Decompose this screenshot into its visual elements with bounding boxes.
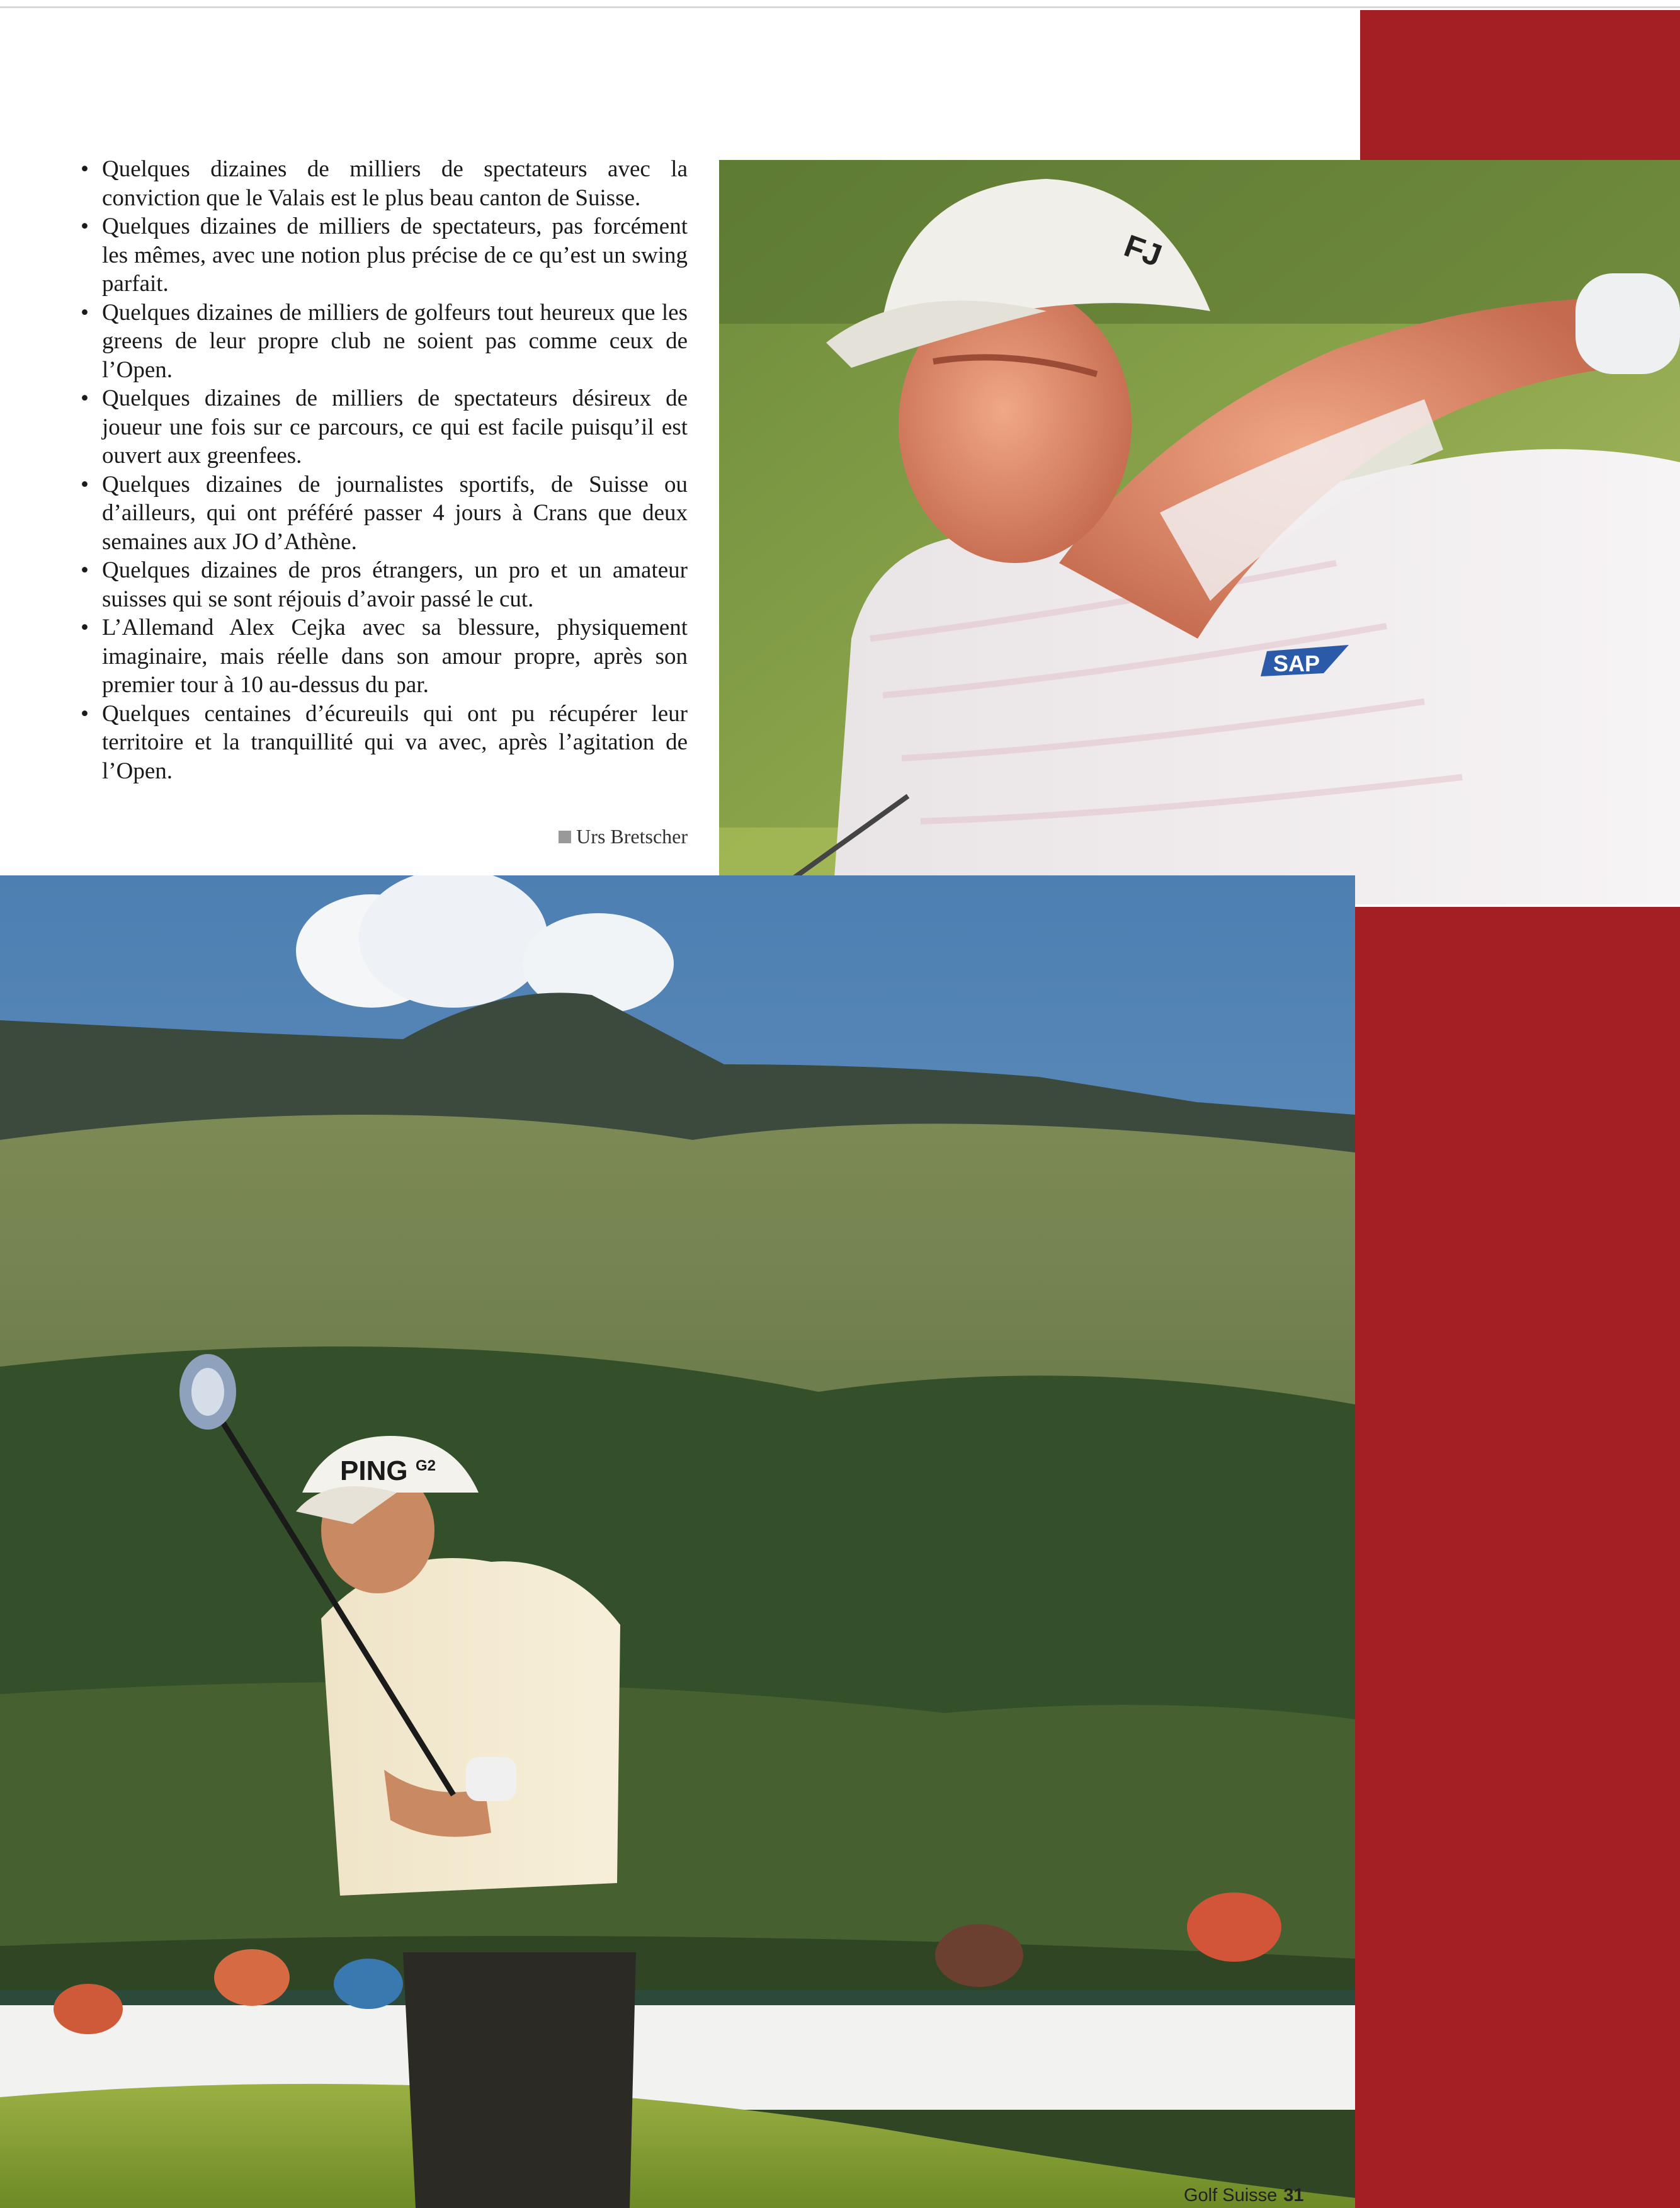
- top-rule: [0, 6, 1680, 8]
- author-name: Urs Bretscher: [576, 825, 688, 848]
- list-item-text: Quelques dizaines de milliers de golfeurs tout heureux que les greens de leur propre club ne soient pas comme ceux de l’Open.: [102, 299, 688, 383]
- list-item-text: Quelques dizaines de journalistes sportifs, de Suisse ou d’ailleurs, qui ont préféré passer 4 jours à Crans que deux semaines aux JO d’Athène.: [102, 471, 688, 555]
- list-item-text: Quelques dizaines de milliers de spectateurs désireux de joueur une fois sur ce parcours, ce qui est facile puisqu’il est ouvert aux greenfees.: [102, 385, 688, 469]
- list-item: [79, 155, 688, 212]
- magazine-name: Golf Suisse: [1184, 2185, 1278, 2205]
- list-item-text: Quelques centaines d’écureuils qui ont pu récupérer leur territoire et la tranquillité qui va avec, après l’agitation de l’Open.: [102, 700, 688, 784]
- page-number: 31: [1283, 2185, 1304, 2205]
- cap-logo: FJ: [1120, 227, 1167, 274]
- list-item: [79, 299, 688, 385]
- author-credit: [543, 825, 688, 848]
- list-item: [79, 212, 688, 299]
- list-item-text: Quelques dizaines de pros étrangers, un pro et un amateur suisses qui se sont réjouis d’avoir passé le cut.: [102, 557, 688, 612]
- red-accent-band-top: [1360, 10, 1680, 160]
- credit-square-icon: [559, 831, 571, 843]
- shirt-logo: SAP: [1273, 651, 1320, 676]
- bullet-symbol: •: [81, 156, 89, 182]
- bullet-list: [79, 155, 688, 785]
- list-item-text: Quelques dizaines de milliers de spectateurs, pas forcément les mêmes, avec une notion plus précise de ce qu’est un swing parfait.: [102, 213, 688, 297]
- page-footer: [1184, 2185, 1304, 2206]
- list-item-text: Quelques dizaines de milliers de spectateurs avec la conviction que le Valais est le plus beau canton de Suisse.: [102, 156, 688, 211]
- bullet-symbol: •: [81, 471, 89, 498]
- list-item: [79, 700, 688, 786]
- photo-golfer-closeup: [719, 160, 1680, 904]
- photo-golfer-mountain: [0, 875, 1355, 2208]
- bullet-symbol: •: [81, 557, 89, 583]
- article-text-column: [79, 155, 688, 785]
- list-item: [79, 470, 688, 557]
- bullet-symbol: •: [81, 213, 89, 239]
- list-item: [79, 556, 688, 613]
- list-item: [79, 613, 688, 700]
- list-item: [79, 384, 688, 470]
- bullet-symbol: •: [81, 385, 89, 411]
- list-item-text: L’Allemand Alex Cejka avec sa blessure, physiquement imaginaire, mais réelle dans son amour propre, après son premier tour à 10 au-dessus du par.: [102, 615, 688, 698]
- bullet-symbol: •: [81, 299, 89, 326]
- bullet-symbol: •: [81, 700, 89, 727]
- bullet-symbol: •: [81, 615, 89, 640]
- cap-side-logo: G2: [416, 1457, 436, 1474]
- red-accent-band-right: [1355, 907, 1680, 2208]
- cap-logo-ping: PING: [340, 1455, 408, 1486]
